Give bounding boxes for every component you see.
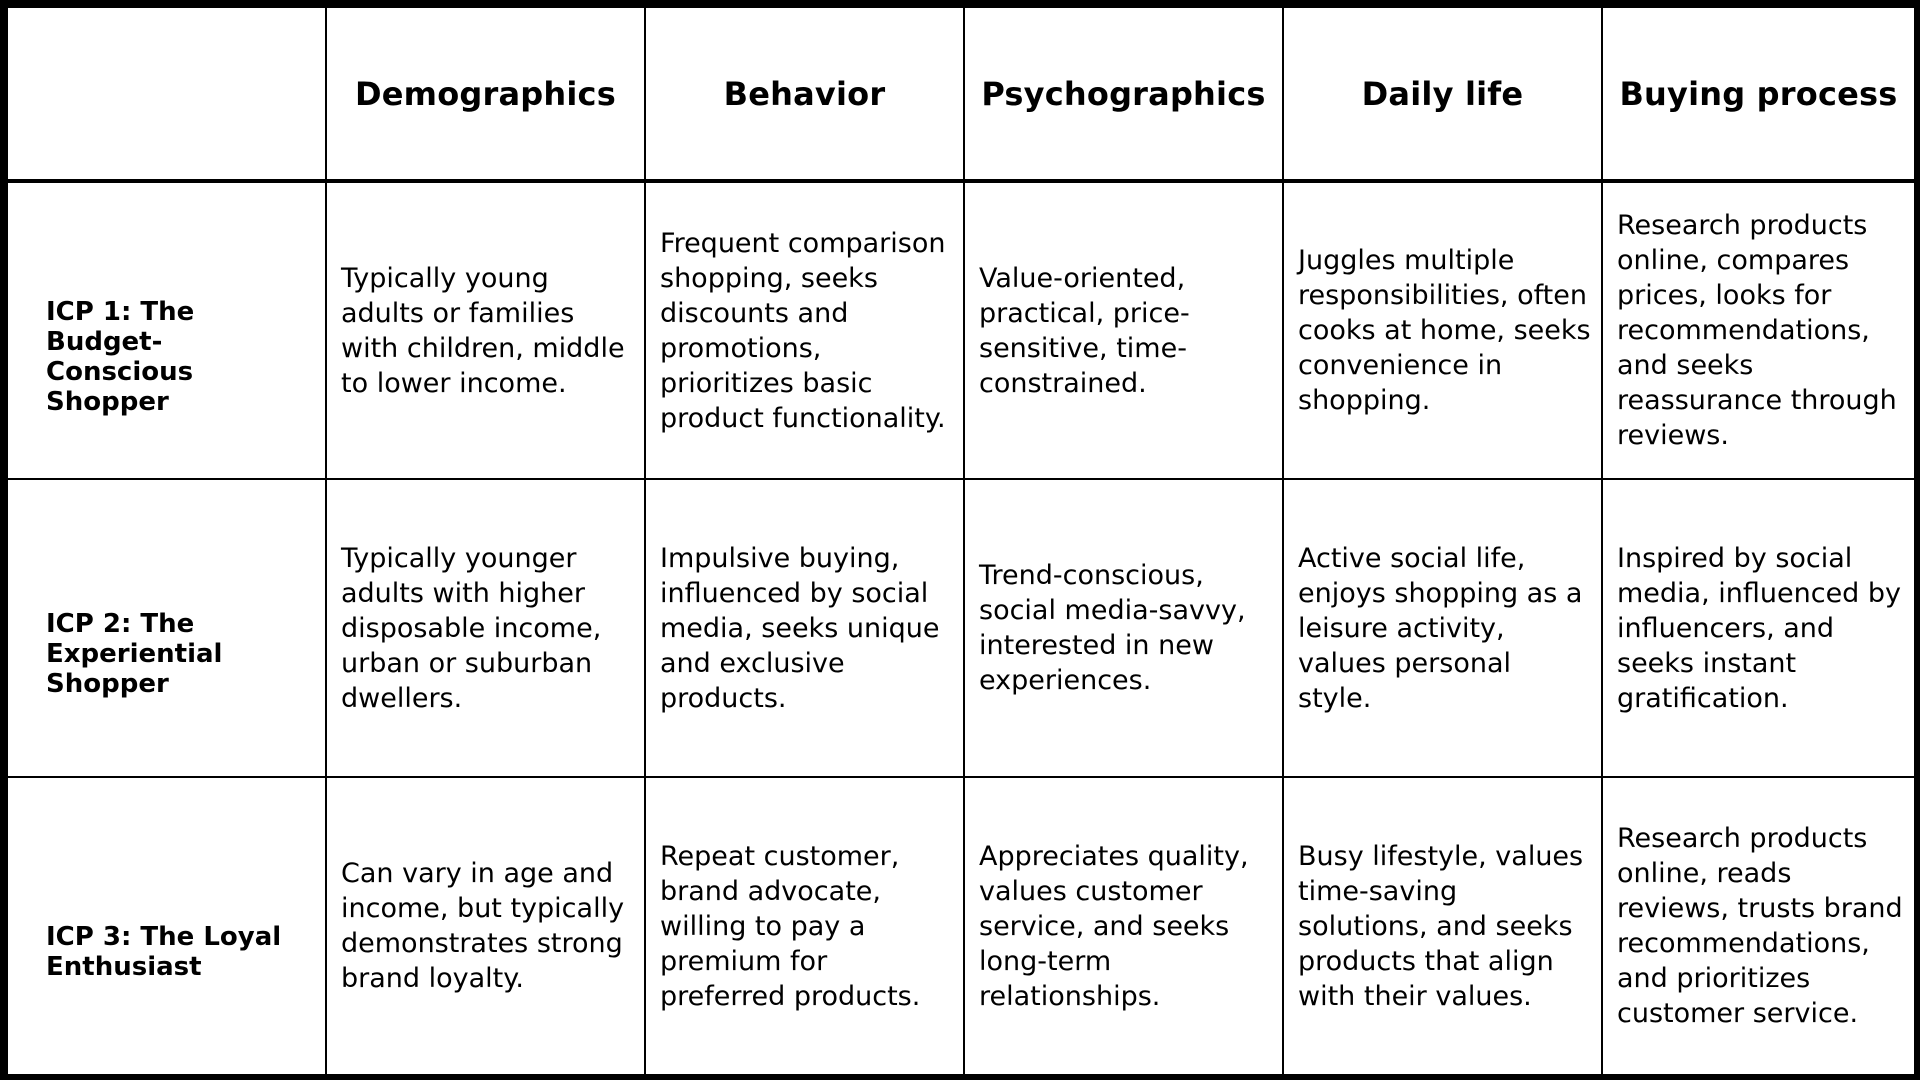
corner-cell bbox=[7, 7, 326, 181]
cell-icp-2-psychographics: Trend-conscious, social media-savvy, interested in new experiences. bbox=[964, 479, 1283, 777]
row-header-icp-1: ICP 1: The Budget-Conscious Shopper bbox=[7, 181, 326, 479]
cell-icp-2-behavior: Impulsive buying, influenced by social media, seeks unique and exclusive products. bbox=[645, 479, 964, 777]
table-row-icp-2 bbox=[7, 479, 1915, 777]
column-header-demographics: Demographics bbox=[326, 7, 645, 181]
icp-comparison-table bbox=[6, 6, 1916, 1076]
row-header-icp-2: ICP 2: The Experiential Shopper bbox=[7, 479, 326, 777]
cell-icp-2-buying-process: Inspired by social media, influenced by influencers, and seeks instant gratification. bbox=[1602, 479, 1915, 777]
cell-icp-3-daily-life: Busy lifestyle, values time-saving solutions, and seeks products that align with their values. bbox=[1283, 777, 1602, 1075]
cell-icp-2-daily-life: Active social life, enjoys shopping as a leisure activity, values personal style. bbox=[1283, 479, 1602, 777]
column-header-buying-process: Buying process bbox=[1602, 7, 1915, 181]
cell-icp-3-demographics: Can vary in age and income, but typically demonstrates strong brand loyalty. bbox=[326, 777, 645, 1075]
cell-icp-1-daily-life: Juggles multiple responsibilities, often cooks at home, seeks convenience in shopping. bbox=[1283, 181, 1602, 479]
row-header-icp-3: ICP 3: The Loyal Enthusiast bbox=[7, 777, 326, 1075]
cell-icp-2-demographics: Typically younger adults with higher disposable income, urban or suburban dwellers. bbox=[326, 479, 645, 777]
cell-icp-3-behavior: Repeat customer, brand advocate, willing to pay a premium for preferred products. bbox=[645, 777, 964, 1075]
column-header-psychographics: Psychographics bbox=[964, 7, 1283, 181]
column-header-behavior: Behavior bbox=[645, 7, 964, 181]
cell-icp-1-psychographics: Value-oriented, practical, price-sensitive, time-constrained. bbox=[964, 181, 1283, 479]
header-row bbox=[7, 7, 1915, 181]
column-header-daily-life: Daily life bbox=[1283, 7, 1602, 181]
cell-icp-1-demographics: Typically young adults or families with children, middle to lower income. bbox=[326, 181, 645, 479]
table-row-icp-1 bbox=[7, 181, 1915, 479]
cell-icp-3-buying-process: Research products online, reads reviews, trusts brand recommendations, and prioritizes customer service. bbox=[1602, 777, 1915, 1075]
cell-icp-1-behavior: Frequent comparison shopping, seeks discounts and promotions, prioritizes basic product functionality. bbox=[645, 181, 964, 479]
cell-icp-1-buying-process: Research products online, compares prices, looks for recommendations, and seeks reassurance through reviews. bbox=[1602, 181, 1915, 479]
cell-icp-3-psychographics: Appreciates quality, values customer service, and seeks long-term relationships. bbox=[964, 777, 1283, 1075]
table-row-icp-3 bbox=[7, 777, 1915, 1075]
